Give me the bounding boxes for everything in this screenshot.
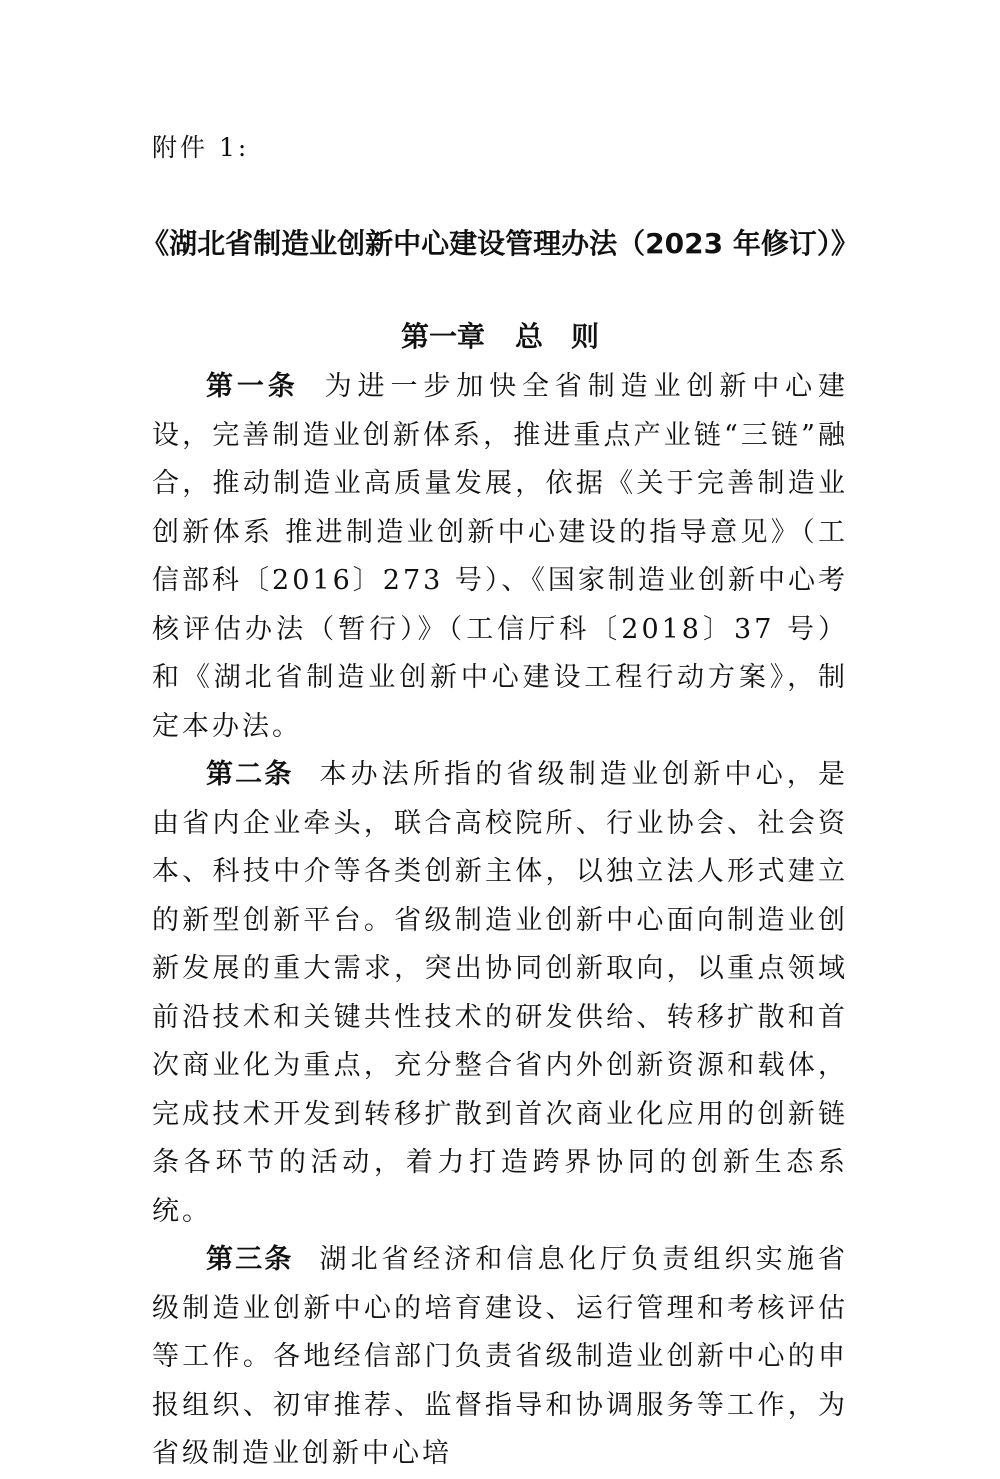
article-text: 为进一步加快全省制造业创新中心建设，完善制造业创新体系，推进重点产业链“三链”融合，推动制造业高质量发展，依据《关于完善制造业创新体系 推进制造业创新中心建设的指导意见》（工信部科〔2016〕273 号）、《国家制造业创新中心考核评估办法（暂行）》（工信厅科〔2018〕37 号）和《湖北省制造业创新中心建设工程行动方案》，制定本办法。: [152, 371, 849, 742]
article-heading: 第二条: [206, 759, 294, 790]
article-1: [152, 363, 848, 751]
chapter-heading: [0, 315, 1000, 359]
document-body: [152, 363, 848, 1479]
document-title: 《湖北省制造业创新中心建设管理办法（2023 年修订）》: [141, 227, 859, 260]
attachment-label: 附件 1:: [152, 133, 250, 162]
article-heading: 第一条: [206, 371, 299, 402]
article-3: [152, 1236, 848, 1479]
chapter-name: 总 则: [515, 320, 600, 353]
article-text: 本办法所指的省级制造业创新中心，是由省内企业牵头，联合高校院所、行业协会、社会资本、科技中介等各类创新主体，以独立法人形式建立的新型创新平台。省级制造业创新中心面向制造业创新发展的重大需求，突出协同创新取向，以重点领域前沿技术和关键共性技术的研发供给、转移扩散和首次商业化为重点，充分整合省内外创新资源和载体，完成技术开发到转移扩散到首次商业化应用的创新链条各环节的活动，着力打造跨界协同的创新生态系统。: [152, 759, 849, 1227]
article-2: [152, 751, 848, 1236]
chapter-number: 第一章: [400, 320, 485, 353]
article-text: 湖北省经济和信息化厅负责组织实施省级制造业创新中心的培育建设、运行管理和考核评估等工作。各地经信部门负责省级制造业创新中心的申报组织、初审推荐、监督指导和协调服务等工作，为省级制造业创新中心培: [152, 1244, 849, 1469]
article-heading: 第三条: [206, 1244, 294, 1275]
